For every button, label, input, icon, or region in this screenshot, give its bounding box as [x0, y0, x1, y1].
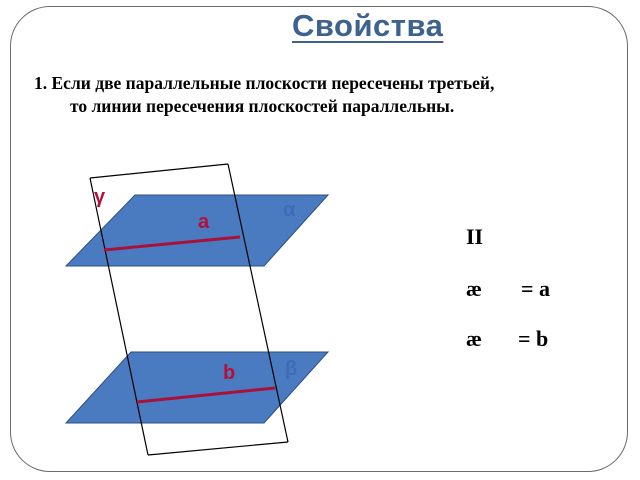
statement-line-2: то линии пересечения плоскостей параллельны. — [70, 96, 455, 116]
formula-result-a: = a — [521, 276, 551, 301]
slide-title: Свойства — [292, 8, 444, 43]
formula-symbol-a: æ — [466, 276, 482, 301]
formula-intersection-b — [466, 326, 549, 352]
formula-result-b: = b — [518, 326, 549, 351]
formula-intersection-a — [466, 276, 551, 302]
plane-gamma-edge-top — [90, 164, 228, 178]
plane-gamma-edge-bottom — [148, 442, 288, 455]
label-line-b: b — [223, 362, 236, 384]
formula-parallel: II — [466, 224, 484, 249]
label-line-a: a — [198, 211, 210, 233]
label-gamma: γ — [94, 186, 106, 208]
statement-line-1: 1. Если две параллельные плоскости пересечены третьей, — [34, 73, 495, 93]
label-alpha: α — [283, 199, 296, 221]
label-beta: β — [285, 358, 298, 380]
formula-symbol-b: æ — [466, 326, 482, 351]
